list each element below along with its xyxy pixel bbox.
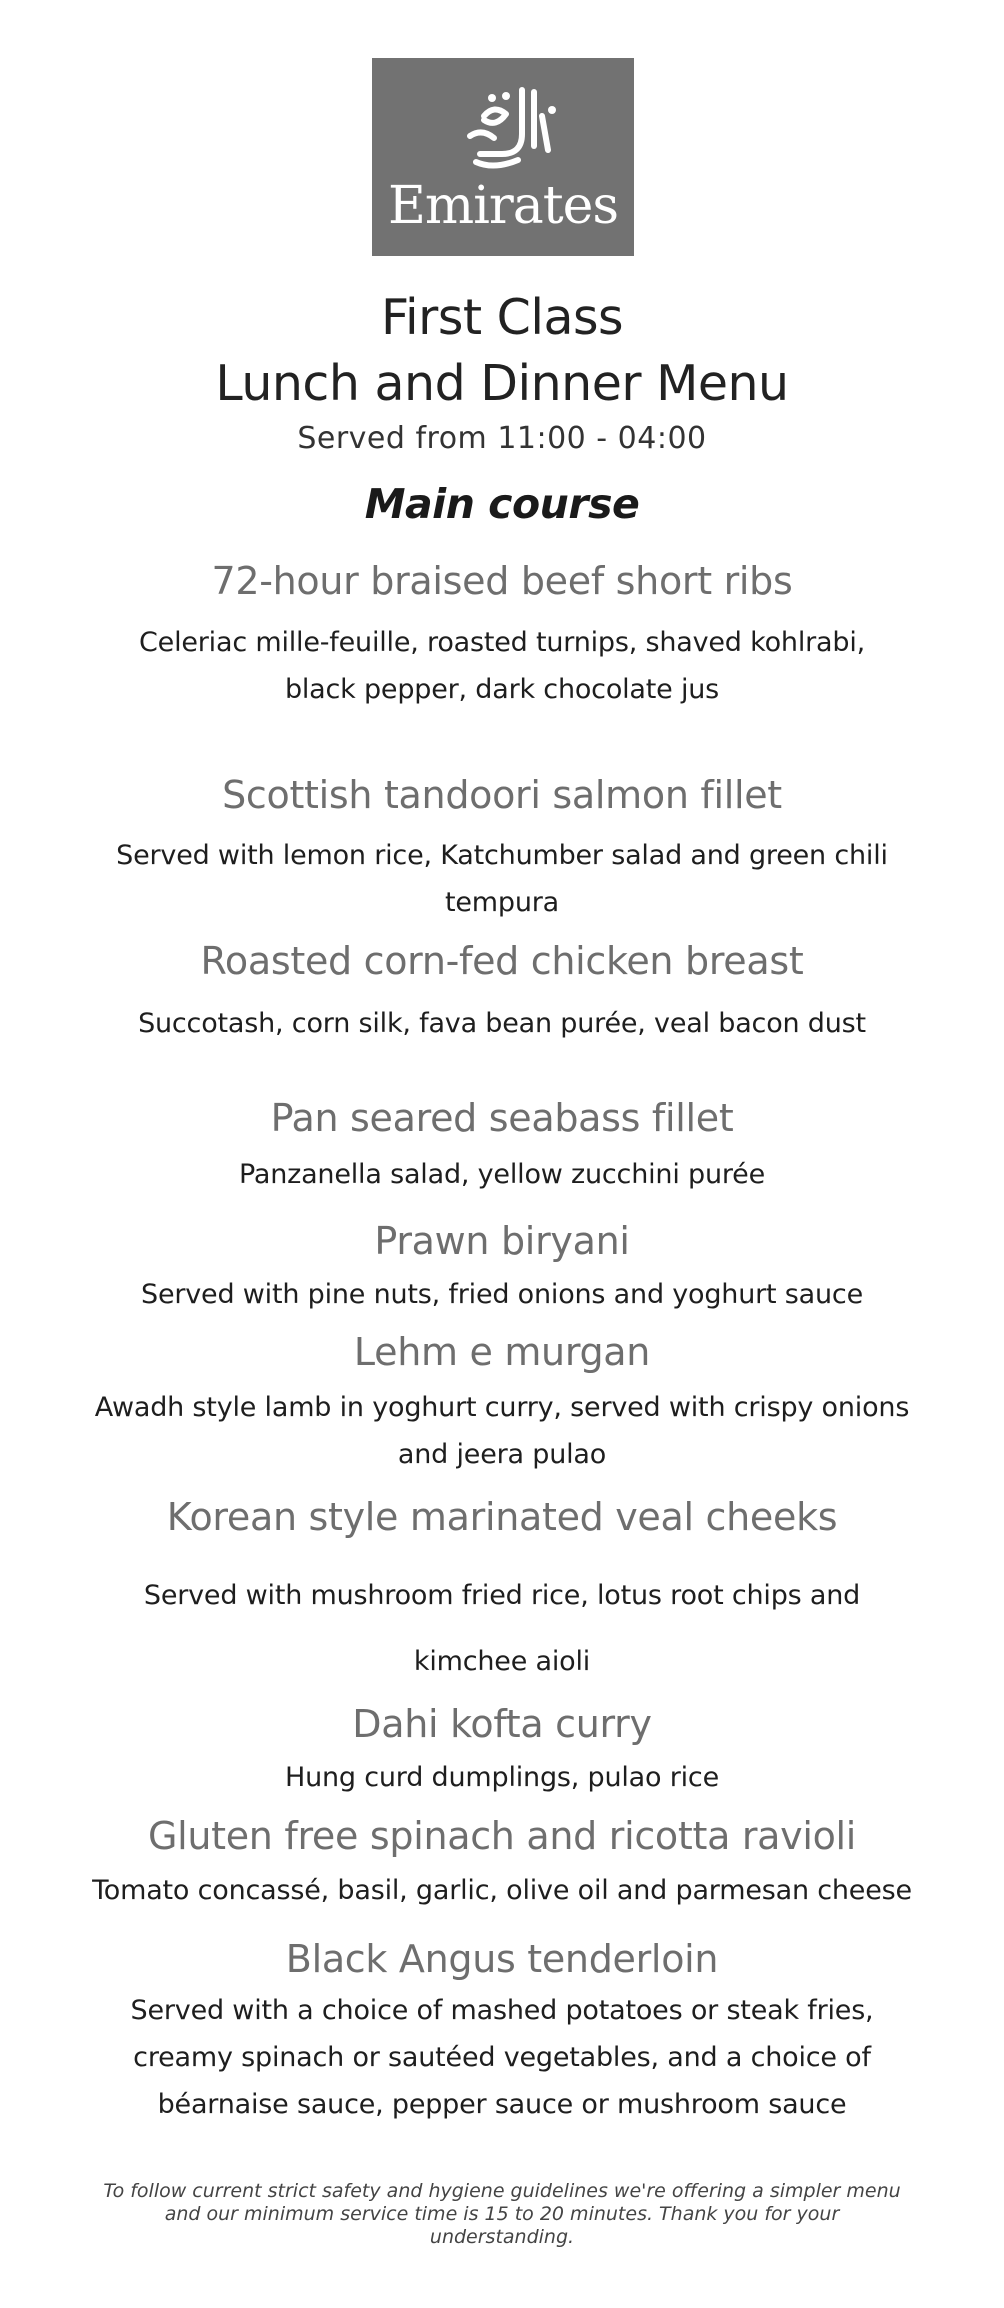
service-note: To follow current strict safety and hygiene guidelines we're offering a simpler menu and our minimum service time is 15 to 20 minutes. Thank you for your understanding. xyxy=(103,2180,901,2248)
dish-name: Gluten free spinach and ricotta ravioli xyxy=(147,1814,857,1858)
dish-name: Korean style marinated veal cheeks xyxy=(166,1495,838,1539)
dish-description: Panzanella salad, yellow zucchini purée xyxy=(238,1159,765,1190)
menu-title-type: Lunch and Dinner Menu xyxy=(215,355,789,412)
menu-title-class: First Class xyxy=(380,289,624,346)
dish-name: Dahi kofta curry xyxy=(352,1702,652,1746)
emirates-logo xyxy=(372,58,634,256)
dish-name: Prawn biryani xyxy=(374,1219,630,1263)
dish-name: 72-hour braised beef short ribs xyxy=(211,559,793,603)
section-heading: Main course xyxy=(364,480,640,528)
dish-description: Served with lemon rice, Katchumber salad and green chili tempura xyxy=(116,840,888,918)
dish-description: Served with mushroom fried rice, lotus root chips and kimchee aioli xyxy=(143,1580,861,1677)
dish-name: Lehm e murgan xyxy=(353,1330,651,1374)
dish-description: Hung curd dumplings, pulao rice xyxy=(285,1762,719,1793)
dish-description: Served with pine nuts, fried onions and yoghurt sauce xyxy=(141,1279,863,1310)
dish-description: Awadh style lamb in yoghurt curry, served with crispy onions and jeera pulao xyxy=(94,1392,910,1470)
dish-description: Succotash, corn silk, fava bean purée, veal bacon dust xyxy=(138,1008,866,1039)
dish-description: Celeriac mille-feuille, roasted turnips, shaved kohlrabi, black pepper, dark chocolate jus xyxy=(139,627,865,705)
dish-name: Scottish tandoori salmon fillet xyxy=(222,773,782,817)
brand-wordmark: Emirates xyxy=(387,176,619,236)
service-hours: Served from 11:00 - 04:00 xyxy=(297,421,707,456)
dish-name: Roasted corn-fed chicken breast xyxy=(200,939,804,983)
dish-name: Black Angus tenderloin xyxy=(285,1937,719,1981)
dish-description: Tomato concassé, basil, garlic, olive oil and parmesan cheese xyxy=(92,1875,912,1906)
dish-description: Served with a choice of mashed potatoes or steak fries, creamy spinach or sautéed vegetables, and a choice of béarnaise sauce, pepper sauce or mushroom sauce xyxy=(130,1995,874,2120)
dish-name: Pan seared seabass fillet xyxy=(270,1096,734,1140)
